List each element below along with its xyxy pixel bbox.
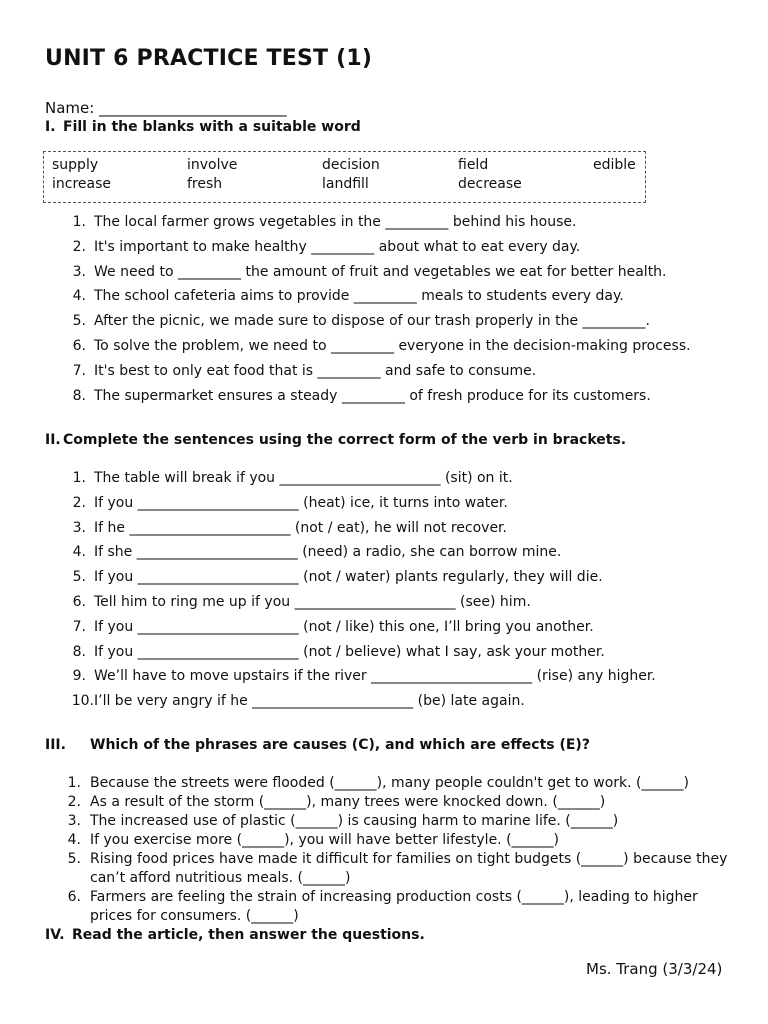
list-item: The school cafeteria aims to provide _________ meals to students every day. [94,288,624,305]
list-item-number: 1. [72,214,86,230]
word-bank-item: landfill [322,176,369,192]
list-item-number: 2. [72,238,86,255]
list-item: Rising food prices have made it difficult for families on tight budgets (______) because they [90,851,728,867]
list-item-number: 4. [67,832,81,848]
list-item-number: 4. [72,288,86,305]
list-item-number: 3. [72,263,86,280]
section-1-heading: Fill in the blanks with a suitable word [63,119,361,135]
section-1-number: I. [45,119,56,135]
word-bank-item: decision [322,157,380,173]
list-item-number: 2. [72,494,86,511]
list-item-number: 4. [72,544,86,561]
list-item: If you _______________________ (not / water) plants regularly, they will die. [94,569,603,586]
word-bank-item: supply [52,157,99,173]
list-item: Tell him to ring me up if you _______________________ (see) him. [94,594,531,610]
list-item: Because the streets were flooded (______), many people couldn't get to work. (______) [90,775,689,791]
section-2-heading: Complete the sentences using the correct form of the verb in brackets. [63,432,627,448]
list-item: It's best to only eat food that is _________ and safe to consume. [94,362,537,379]
word-bank-item: decrease [458,176,522,192]
list-item: If you _______________________ (not / like) this one, I’ll bring you another. [94,618,594,635]
list-item-number: 6. [72,594,86,610]
teacher-signature: Ms. Trang (3/3/24) [586,960,723,978]
section-3-heading: Which of the phrases are causes (C), and which are effects (E)? [90,737,590,753]
list-item: The table will break if you _______________________ (sit) on it. [94,470,513,486]
name-field-line: Name: _________________________ [45,99,287,117]
list-item-number: 8. [72,387,86,404]
list-item: It's important to make healthy _________ about what to eat every day. [94,238,581,255]
word-bank-item: increase [52,176,112,192]
section-2-number: II. [45,432,61,448]
section-4-heading: Read the article, then answer the questions. [72,927,425,943]
word-bank-item: edible [593,157,636,173]
list-item: The supermarket ensures a steady _________ of fresh produce for its customers. [94,387,651,404]
list-item: To solve the problem, we need to _________ everyone in the decision-making process. [94,338,691,354]
list-item: I’ll be very angry if he _______________________ (be) late again. [94,693,525,710]
list-item: The local farmer grows vegetables in the _________ behind his house. [94,214,577,230]
list-item-number: 5. [72,569,86,586]
list-item-continuation: can’t afford nutritious meals. (______) [90,870,351,886]
list-item-number: 6. [67,889,81,905]
list-item-number: 10. [71,693,94,710]
list-item: If she _______________________ (need) a radio, she can borrow mine. [94,544,562,561]
list-item-number: 8. [72,643,86,660]
list-item-number: 9. [72,668,86,685]
list-item: If you exercise more (______), you will have better lifestyle. (______) [90,832,560,848]
list-item-number: 2. [67,794,81,810]
section-3-number: III. [45,737,66,753]
list-item: We’ll have to move upstairs if the river _______________________ (rise) any higher. [94,668,656,685]
list-item-number: 6. [72,338,86,354]
word-bank-item: field [458,157,489,173]
list-item: The increased use of plastic (______) is causing harm to marine life. (______) [90,813,619,829]
list-item: If you _______________________ (heat) ice, it turns into water. [94,494,508,511]
list-item: If he _______________________ (not / eat), he will not recover. [94,519,507,536]
list-item-number: 3. [72,519,86,536]
section-4-number: IV. [45,927,65,943]
list-item-number: 5. [67,851,81,867]
list-item-number: 1. [67,775,81,791]
list-item: After the picnic, we made sure to dispose of our trash properly in the _________. [94,313,650,330]
list-item: We need to _________ the amount of fruit and vegetables we eat for better health. [94,263,667,280]
list-item: Farmers are feeling the strain of increasing production costs (______), leading to higher [90,889,698,905]
list-item-number: 1. [72,470,86,486]
list-item: If you _______________________ (not / believe) what I say, ask your mother. [94,643,605,660]
list-item-number: 7. [72,618,86,635]
list-item-number: 7. [72,362,86,379]
list-item: As a result of the storm (______), many trees were knocked down. (______) [90,794,606,810]
word-bank-item: involve [187,157,238,173]
list-item-continuation: prices for consumers. (______) [90,908,299,924]
list-item-number: 5. [72,313,86,330]
page-title: UNIT 6 PRACTICE TEST (1) [45,46,373,71]
word-bank-item: fresh [187,176,223,192]
list-item-number: 3. [67,813,81,829]
